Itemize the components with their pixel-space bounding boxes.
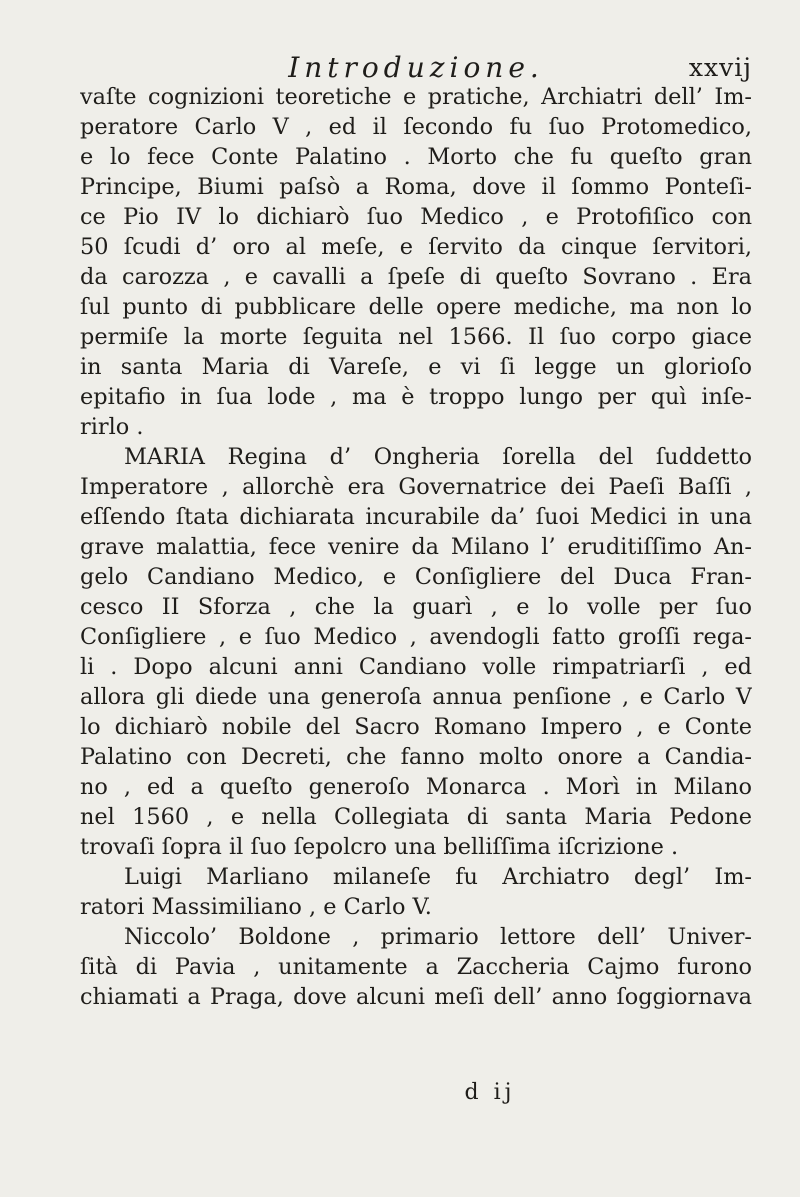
text-line: nel 1560 , e nella Collegiata di santa Maria Pedone bbox=[80, 804, 752, 830]
text-line: grave malattia, fece venire da Milano l’ eruditiſſimo An- bbox=[80, 534, 752, 560]
text-line: ſità di Pavia , unitamente a Zaccheria Cajmo furono bbox=[80, 954, 752, 980]
text-line: gelo Candiano Medico, e Conſigliere del Duca Fran- bbox=[80, 564, 752, 590]
text-line: 50 ſcudi d’ oro al meſe, e ſervito da cinque ſervitori, bbox=[80, 234, 752, 260]
text-line: in santa Maria di Vareſe, e vi ſi legge un glorioſo bbox=[80, 354, 752, 380]
text-line: MARIA Regina d’ Ongheria ſorella del ſuddetto bbox=[124, 444, 752, 470]
text-line: Principe, Biumi paſsò a Roma, dove il ſommo Ponteſi- bbox=[80, 174, 752, 200]
page-number: xxvij bbox=[688, 53, 752, 82]
signature-mark: d ij bbox=[464, 1080, 516, 1105]
text-line: e lo fece Conte Palatino . Morto che fu queſto gran bbox=[80, 144, 752, 170]
text-line: ſul punto di pubblicare delle opere mediche, ma non lo bbox=[80, 294, 752, 320]
text-line: ce Pio IV lo dichiarò ſuo Medico , e Protofiſico con bbox=[80, 204, 752, 230]
text-line: vaſte cognizioni teoretiche e pratiche, Archiatri dell’ Im- bbox=[80, 84, 752, 110]
text-line: eſſendo ſtata dichiarata incurabile da’ ſuoi Medici in una bbox=[80, 504, 752, 530]
body-text bbox=[80, 82, 752, 1012]
text-line: da carozza , e cavalli a ſpeſe di queſto Sovrano . Era bbox=[80, 264, 752, 290]
text-line: rirlo . bbox=[80, 414, 144, 440]
text-line: epitafio in ſua lode , ma è troppo lungo per quì inſe- bbox=[80, 384, 752, 410]
text-line: Conſigliere , e ſuo Medico , avendogli fatto groſſi rega- bbox=[80, 624, 752, 650]
text-line: no , ed a queſto generoſo Monarca . Morì in Milano bbox=[80, 774, 752, 800]
text-line: allora gli diede una generoſa annua penſione , e Carlo V bbox=[80, 684, 752, 710]
text-line: Palatino con Decreti, che fanno molto onore a Candia- bbox=[80, 744, 752, 770]
text-line: Luigi Marliano milaneſe fu Archiatro degl’ Im- bbox=[124, 864, 752, 890]
text-line: Niccolo’ Boldone , primario lettore dell’ Univer- bbox=[124, 924, 752, 950]
text-line: lo dichiarò nobile del Sacro Romano Impero , e Conte bbox=[80, 714, 752, 740]
text-line: Imperatore , allorchè era Governatrice dei Paeſi Baſſi , bbox=[80, 474, 752, 500]
text-line: li . Dopo alcuni anni Candiano volle rimpatriarſi , ed bbox=[80, 654, 752, 680]
running-title: Introduzione. bbox=[288, 51, 544, 84]
text-line: peratore Carlo V , ed il ſecondo fu ſuo Protomedico, bbox=[80, 114, 752, 140]
text-line: trovaſi ſopra il ſuo ſepolcro una belliſſima iſcrizione . bbox=[80, 834, 679, 860]
text-line: chiamati a Praga, dove alcuni meſi dell’ anno ſoggiornava bbox=[80, 984, 752, 1010]
text-line: ratori Massimiliano , e Carlo V. bbox=[80, 894, 432, 920]
text-line: permiſe la morte ſeguita nel 1566. Il ſuo corpo giace bbox=[80, 324, 752, 350]
text-line: cesco II Sforza , che la guarì , e lo volle per ſuo bbox=[80, 594, 752, 620]
